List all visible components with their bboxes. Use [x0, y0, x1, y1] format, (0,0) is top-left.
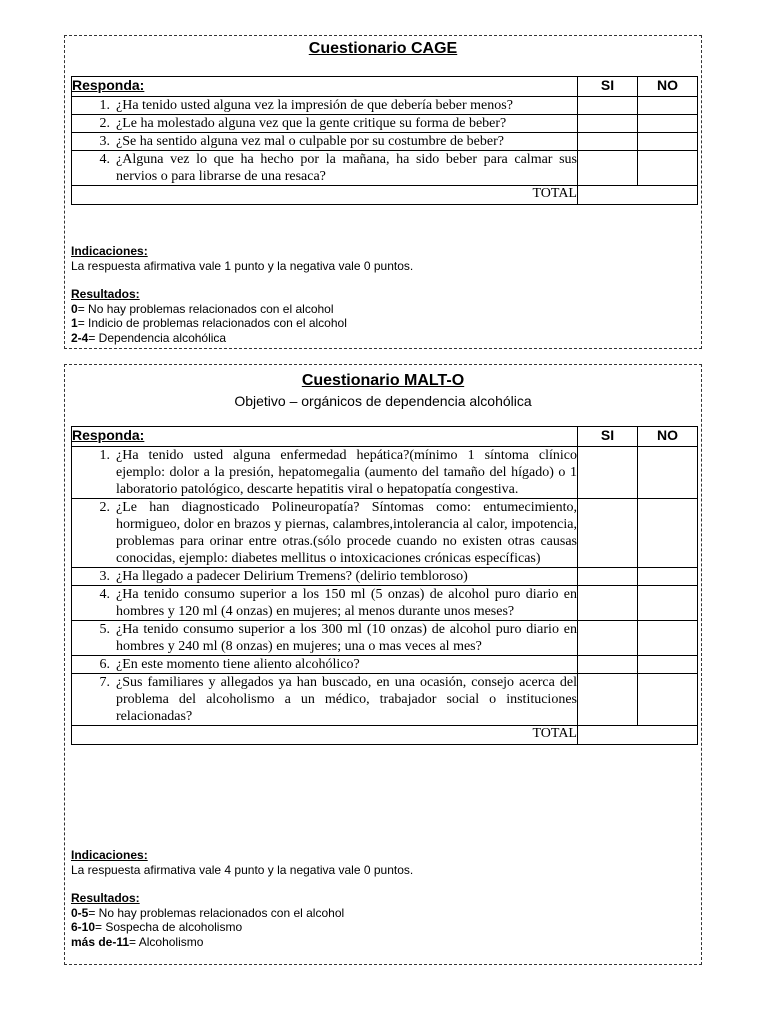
indications-text: La respuesta afirmativa vale 1 punto y la negativa vale 0 puntos.: [71, 258, 414, 273]
question-number: 1.: [99, 448, 110, 463]
result-key: 0-5: [71, 905, 89, 920]
result-key: 2-4: [71, 330, 89, 345]
no-cell[interactable]: [638, 115, 698, 133]
result-key: más de-11: [71, 934, 130, 949]
total-value-cell[interactable]: [578, 186, 698, 205]
question-text: ¿Ha tenido consumo superior a los 300 ml (10 onzas) de alcohol puro diario en hombres y 240 ml (8 onzas) en mujeres; una o mas veces al mes?: [116, 622, 577, 654]
question-row: [72, 447, 698, 499]
question-text: ¿Alguna vez lo que ha hecho por la mañana, ha sido beber para calmar sus nervios o para librarse de una resaca?: [116, 152, 577, 184]
result-key: 1: [71, 316, 78, 330]
question-text: ¿Ha tenido consumo superior a los 150 ml (5 onzas) de alcohol puro diario en hombres y 120 ml (4 onzas) en mujeres; al menos durante unos meses?: [116, 587, 577, 619]
yes-cell[interactable]: [578, 586, 638, 621]
results-heading: Resultados:: [71, 891, 140, 905]
result-text: = Sospecha de alcoholismo: [95, 920, 243, 934]
question-row: [72, 674, 698, 726]
yes-cell[interactable]: [578, 568, 638, 586]
total-label: TOTAL: [72, 186, 578, 205]
yes-cell[interactable]: [578, 499, 638, 568]
result-item: [71, 316, 695, 331]
no-header: NO: [638, 77, 698, 97]
question-number: 2.: [99, 116, 110, 131]
malt-table: [71, 426, 698, 745]
result-item: [71, 302, 695, 317]
result-text: = Alcoholismo: [129, 934, 204, 949]
result-item: [71, 906, 695, 921]
total-row: [72, 186, 698, 205]
question-number: 3.: [99, 134, 110, 149]
yes-cell[interactable]: [578, 447, 638, 499]
question-number: 1.: [99, 98, 110, 113]
question-row: [72, 656, 698, 674]
question-row: [72, 97, 698, 115]
question-row: [72, 499, 698, 568]
no-cell[interactable]: [638, 133, 698, 151]
cage-table: [71, 76, 698, 205]
no-cell[interactable]: [638, 97, 698, 115]
yes-cell[interactable]: [578, 621, 638, 656]
no-cell[interactable]: [638, 499, 698, 568]
results-heading: Resultados:: [71, 287, 140, 301]
yes-header: SI: [578, 427, 638, 447]
question-number: 5.: [99, 622, 110, 637]
no-cell[interactable]: [638, 656, 698, 674]
yes-cell[interactable]: [578, 674, 638, 726]
yes-cell[interactable]: [578, 97, 638, 115]
respond-header: Responda:: [72, 427, 578, 447]
yes-header: SI: [578, 77, 638, 97]
no-cell[interactable]: [638, 674, 698, 726]
question-text: ¿Le ha molestado alguna vez que la gente critique su forma de beber?: [116, 116, 507, 131]
cage-questionnaire: [64, 35, 702, 349]
indications-heading: Indicaciones:: [71, 244, 148, 258]
result-text: = Dependencia alcohólica: [88, 330, 227, 345]
cage-title: Cuestionario CAGE: [308, 40, 458, 57]
yes-cell[interactable]: [578, 115, 638, 133]
malt-questionnaire: [64, 364, 702, 965]
malt-header-row: [72, 427, 698, 447]
question-row: [72, 586, 698, 621]
total-value-cell[interactable]: [578, 726, 698, 745]
question-number: 4.: [99, 152, 110, 167]
result-key: 0: [71, 301, 78, 316]
result-item: [71, 935, 695, 950]
question-text: ¿Ha tenido usted alguna vez la impresión de que debería beber menos?: [116, 98, 513, 113]
malt-title: Cuestionario MALT-O: [301, 372, 465, 389]
question-row: [72, 115, 698, 133]
cage-notes: [71, 244, 695, 345]
no-cell[interactable]: [638, 586, 698, 621]
question-number: 4.: [99, 587, 110, 602]
question-row: [72, 151, 698, 186]
indications-heading: Indicaciones:: [71, 848, 148, 862]
yes-cell[interactable]: [578, 133, 638, 151]
respond-header: Responda:: [72, 77, 578, 97]
result-key: 6-10: [71, 920, 96, 934]
total-row: [72, 726, 698, 745]
result-text: = No hay problemas relacionados con el alcohol: [77, 301, 334, 316]
malt-subtitle: Objetivo – orgánicos de dependencia alcohólica: [234, 393, 532, 409]
no-cell[interactable]: [638, 568, 698, 586]
question-number: 3.: [99, 569, 110, 584]
question-text: ¿Ha llegado a padecer Delirium Tremens? (delirio tembloroso): [116, 569, 468, 584]
question-text: ¿Ha tenido usted alguna enfermedad hepática?(mínimo 1 síntoma clínico ejemplo: dolor a la presión, hepatomegalia (aumento del tamaño del hígado) o 1 laboratorio patológico, descarte hepatitis viral o hepatopatía congestiva.: [116, 448, 577, 497]
question-text: ¿Se ha sentido alguna vez mal o culpable por su costumbre de beber?: [116, 134, 504, 149]
yes-cell[interactable]: [578, 151, 638, 186]
question-row: [72, 133, 698, 151]
total-label: TOTAL: [72, 726, 578, 745]
result-item: [71, 331, 695, 346]
indications-text: La respuesta afirmativa vale 4 punto y la negativa vale 0 puntos.: [71, 862, 414, 877]
no-cell[interactable]: [638, 447, 698, 499]
question-text: ¿En este momento tiene aliento alcohólico?: [116, 657, 360, 672]
no-header: NO: [638, 427, 698, 447]
result-text: = Indicio de problemas relacionados con el alcohol: [77, 316, 347, 330]
result-item: [71, 920, 695, 935]
yes-cell[interactable]: [578, 656, 638, 674]
no-cell[interactable]: [638, 151, 698, 186]
no-cell[interactable]: [638, 621, 698, 656]
question-row: [72, 568, 698, 586]
cage-header-row: [72, 77, 698, 97]
malt-notes: [71, 848, 695, 949]
question-text: ¿Sus familiares y allegados ya han buscado, en una ocasión, consejo acerca del problema del alcoholismo a un médico, trabajador social o instituciones relacionadas?: [116, 675, 577, 724]
question-row: [72, 621, 698, 656]
question-number: 2.: [99, 500, 110, 515]
question-number: 6.: [99, 657, 110, 672]
result-text: = No hay problemas relacionados con el alcohol: [88, 905, 345, 920]
question-number: 7.: [99, 675, 110, 690]
question-text: ¿Le han diagnosticado Polineuropatía? Síntomas como: entumecimiento, hormigueo, dolor en brazos y piernas, calambres,intolerancia al calor, impotencia, problemas para orinar entre otras.(sólo procede cuando no existen otras causas conocidas, ejemplo: diabetes mellitus o intoxicaciones crónicas específicas): [116, 500, 577, 566]
